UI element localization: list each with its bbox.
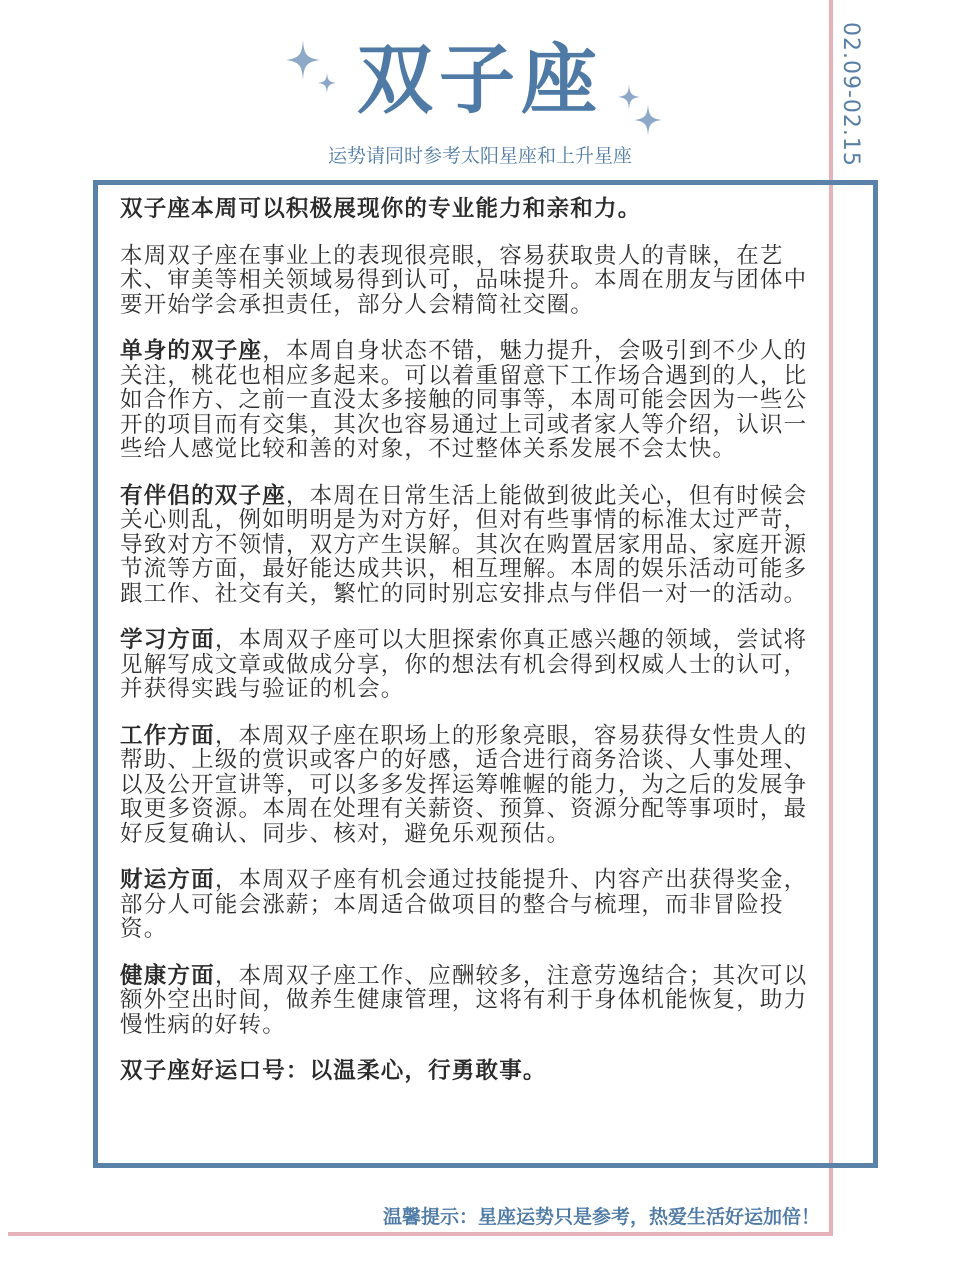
section-partnered [120, 484, 820, 607]
slogan-text: 双子座好运口号：以温柔心，行勇敢事。 [120, 1058, 547, 1084]
section-wealth [120, 868, 820, 942]
overview-paragraph: 本周双子座在事业上的表现很亮眼，容易获取贵人的青睐，在艺术、审美等相关领域易得到认可，品味提升。本周在朋友与团体中要开始学会承担责任，部分人会精简社交圈。 [120, 242, 808, 318]
section-label: 健康方面 [120, 962, 215, 989]
section-label: 学习方面 [120, 627, 215, 653]
section-text: ，本周双子座可以大胆探索你真正感兴趣的领域，尝试将见解写成文章或做成分享，你的想法有机会得到权威人士的认可，并获得实践与验证的机会。 [120, 627, 808, 702]
horoscope-content [120, 197, 820, 1106]
footer-tip: 温馨提示：星座运势只是参考，热爱生活好运加倍！ [382, 1206, 820, 1228]
section-text: ，本周自身状态不错，魅力提升，会吸引到不少人的关注，桃花也相应多起来。可以着重留意下工作场合遇到的人，比如合作方、之前一直没太多接触的同事等，本周可能会因为一些公开的项目而有交集，其次也容易通过上司或者家人等介绍，认识一些给人感觉比较和善的对象，不过整体关系发展不会太快。 [120, 338, 808, 462]
section-work [120, 724, 820, 847]
section-text: ，本周双子座工作、应酬较多，注意劳逸结合；其次可以额外空出时间，做养生健康管理，这将有利于身体机能恢复，助力慢性病的好转。 [120, 962, 808, 1038]
pink-horizontal-line [8, 1232, 833, 1236]
section-text: ，本周双子座在职场上的形象亮眼，容易获得女性贵人的帮助、上级的赏识或客户的好感，适合进行商务洽谈、人事处理、以及公开宣讲等，可以多多发挥运筹帷幄的能力，为之后的发展争取更多资源。本周在处理有关薪资、预算、资源分配等事项时，最好反复确认、同步、核对，避免乐观预估。 [120, 722, 808, 847]
section-label: 单身的双子座 [120, 338, 263, 364]
section-text: ，本周在日常生活上能做到彼此关心，但有时候会关心则乱，例如明明是为对方好，但对有些事情的标准太过严苛，导致对方不领情，双方产生误解。其次在购置居家用品、家庭开源节流等方面，最好能达成共识，相互理解。本周的娱乐活动可能多跟工作、社交有关，繁忙的同时别忘安排点与伴侣一对一的活动。 [120, 482, 808, 607]
date-range: 02.09-02.15 [838, 21, 863, 167]
section-study [120, 628, 820, 702]
page-title: 双子座 [357, 35, 603, 124]
page-subtitle: 运势请同时参考太阳星座和上升星座 [327, 145, 632, 167]
section-label: 有伴侣的双子座 [120, 482, 286, 509]
intro-paragraph [120, 197, 820, 222]
slogan-paragraph [120, 1059, 820, 1084]
section-health [120, 964, 820, 1038]
section-single [120, 339, 820, 462]
intro-text: 双子座本周可以积极展现你的专业能力和亲和力。 [120, 196, 642, 222]
section-label: 财运方面 [120, 867, 215, 893]
section-text: ，本周双子座有机会通过技能提升、内容产出获得奖金，部分人可能会涨薪；本周适合做项目的整合与梳理，而非冒险投资。 [120, 867, 808, 942]
section-label: 工作方面 [120, 722, 215, 749]
